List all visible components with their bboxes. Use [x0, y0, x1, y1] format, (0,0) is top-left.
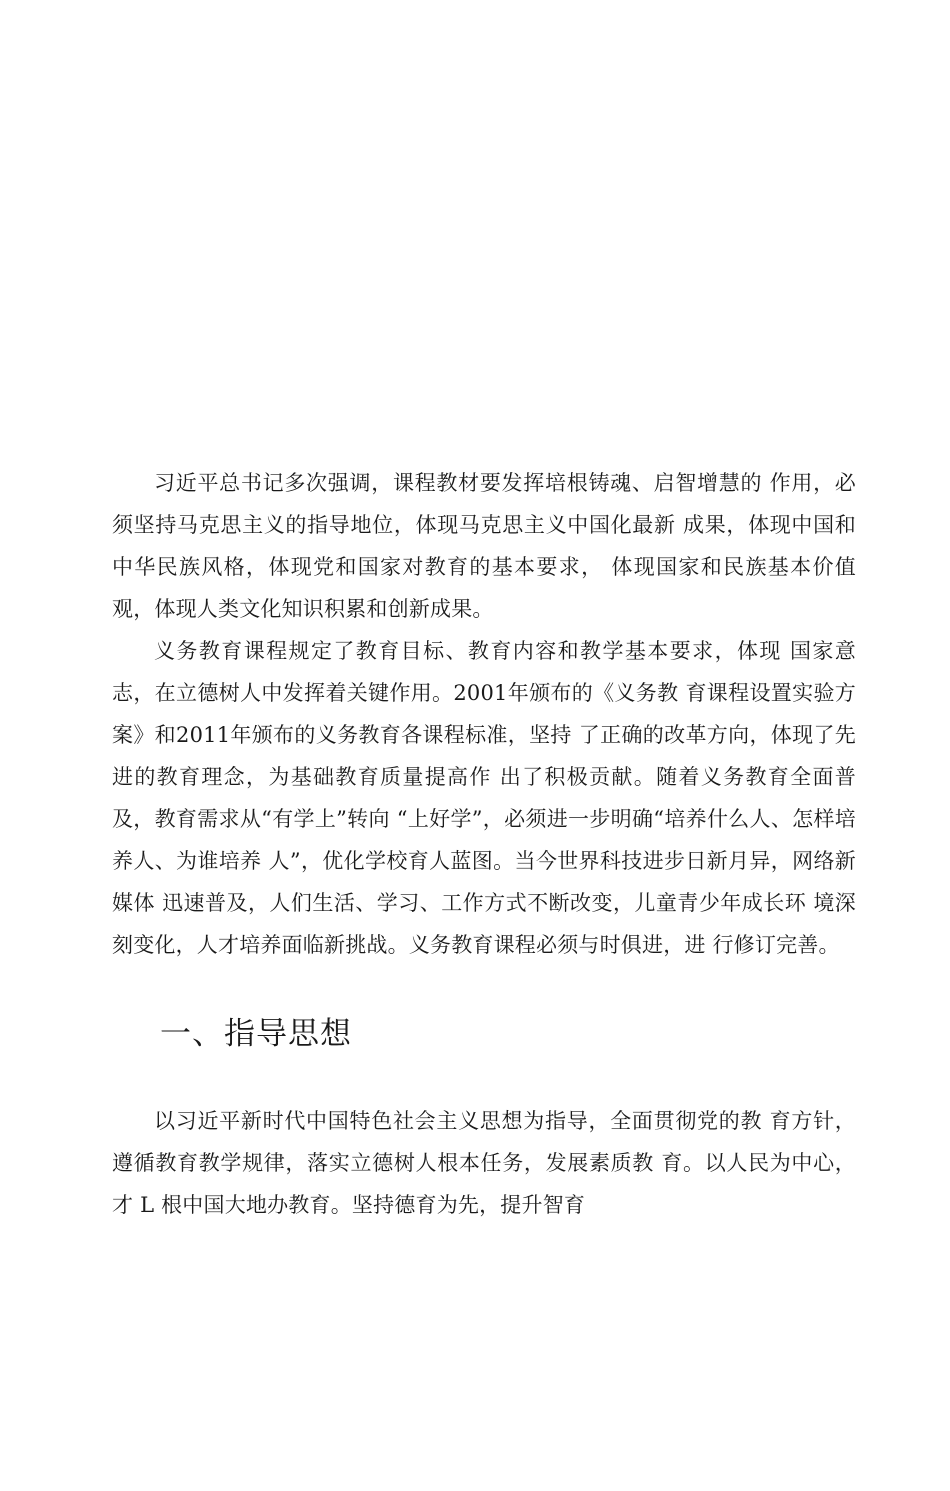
section-heading: 一、指导思想: [160, 1016, 352, 1052]
document-body: [112, 462, 856, 1226]
section-paragraph: 以习近平新时代中国特色社会主义思想为指导，全面贯彻党的教 育方针，遵循教育教学规律，落实立德树人根本任务，发展素质教 育。以人民为中心，才 L 根中国大地办教育。坚持德育为先，提升智育: [112, 1109, 856, 1217]
intro-paragraph-2: 义务教育课程规定了教育目标、教育内容和教学基本要求，体现 国家意志，在立德树人中发挥着关键作用。2001年颁布的《义务教 育课程设置实验方案》和2011年颁布的义务教育各课程标准，坚持 了正确的改革方向，体现了先进的教育理念，为基础教育质量提高作 出了积极贡献。随着义务教育全面普及，教育需求从“有学上”转向 “上好学”，必须进一步明确“培养什么人、怎样培养人、为谁培养 人”，优化学校育人蓝图。当今世界科技进步日新月异，网络新媒体 迅速普及，人们生活、学习、工作方式不断改变，儿童青少年成长环 境深刻变化，人才培养面临新挑战。义务教育课程必须与时俱进，进 行修订完善。: [112, 639, 856, 957]
intro-paragraph-1: 习近平总书记多次强调，课程教材要发挥培根铸魂、启智增慧的 作用，必须坚持马克思主义的指导地位，体现马克思主义中国化最新 成果，体现中国和中华民族风格，体现党和国家对教育的基本要求， 体现国家和民族基本价值观，体现人类文化知识积累和创新成果。: [112, 471, 856, 621]
